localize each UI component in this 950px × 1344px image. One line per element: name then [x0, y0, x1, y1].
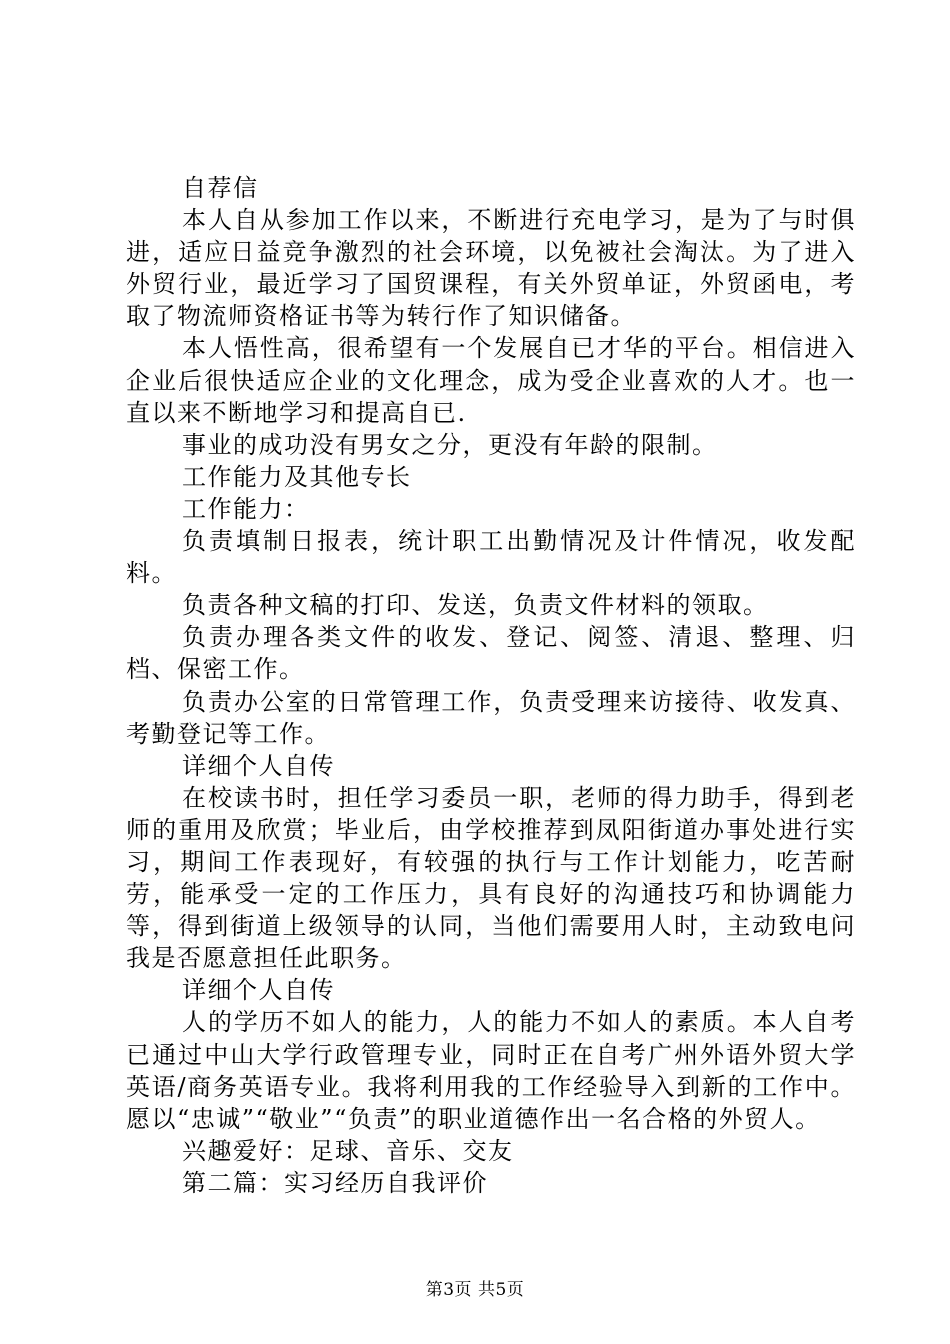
paragraph-school-experience: 在校读书时，担任学习委员一职，老师的得力助手，得到老师的重用及欣赏；毕业后，由学校推荐到凤阳街道办事处进行实习，期间工作表现好，有较强的执行与工作计划能力，吃苦耐劳，能承受一定的工作压力，具有良好的沟通技巧和协调能力等，得到街道上级领导的认同，当他们需要用人时，主动致电问我是否愿意担任此职务。: [126, 783, 856, 973]
duty-item-documents: 负责各种文稿的打印、发送，负责文件材料的领取。: [182, 591, 769, 620]
paragraph-career-success: 事业的成功没有男女之分，更没有年龄的限制。: [182, 430, 718, 459]
paragraph-education: 人的学历不如人的能力，人的能力不如人的素质。本人自考已通过中山大学行政管理专业，同时正在自考广州外语外贸大学英语/商务英语专业。我将利用我的工作经验导入到新的工作中。愿以“忠诚”“敬业”“负责”的职业道德作出一名合格的外贸人。: [126, 1008, 856, 1133]
paragraph-aptitude: 本人悟性高，很希望有一个发展自已才华的平台。相信进入企业后很快适应企业的文化理念，成为受企业喜欢的人才。也一直以来不断地学习和提高自已.: [126, 334, 856, 427]
paragraph-hobbies: 兴趣爱好：足球、音乐、交友: [182, 1136, 514, 1165]
duty-item-filing: 负责办理各类文件的收发、登记、阅签、清退、整理、归档、保密工作。: [126, 623, 856, 684]
duty-item-reports: 负责填制日报表，统计职工出勤情况及计件情况，收发配料。: [126, 527, 856, 588]
heading-part-two: 第二篇：实习经历自我评价: [182, 1168, 488, 1197]
heading-autobiography-2: 详细个人自传: [182, 976, 335, 1005]
heading-cover-letter: 自荐信: [182, 174, 259, 202]
heading-work-skills: 工作能力及其他专长: [182, 462, 412, 491]
heading-work-ability: 工作能力：: [182, 494, 310, 523]
page-number-footer: 第3页 共5页: [425, 1280, 525, 1300]
paragraph-self-study: 本人自从参加工作以来，不断进行充电学习，是为了与时俱进，适应日益竞争激烈的社会环境，以免被社会淘汰。为了进入外贸行业，最近学习了国贸课程，有关外贸单证，外贸函电，考取了物流师资格证书等为转行作了知识储备。: [126, 206, 856, 331]
document-body: [126, 172, 856, 1199]
duty-item-office-management: 负责办公室的日常管理工作，负责受理来访接待、收发真、考勤登记等工作。: [126, 687, 856, 748]
heading-autobiography-1: 详细个人自传: [182, 751, 335, 780]
